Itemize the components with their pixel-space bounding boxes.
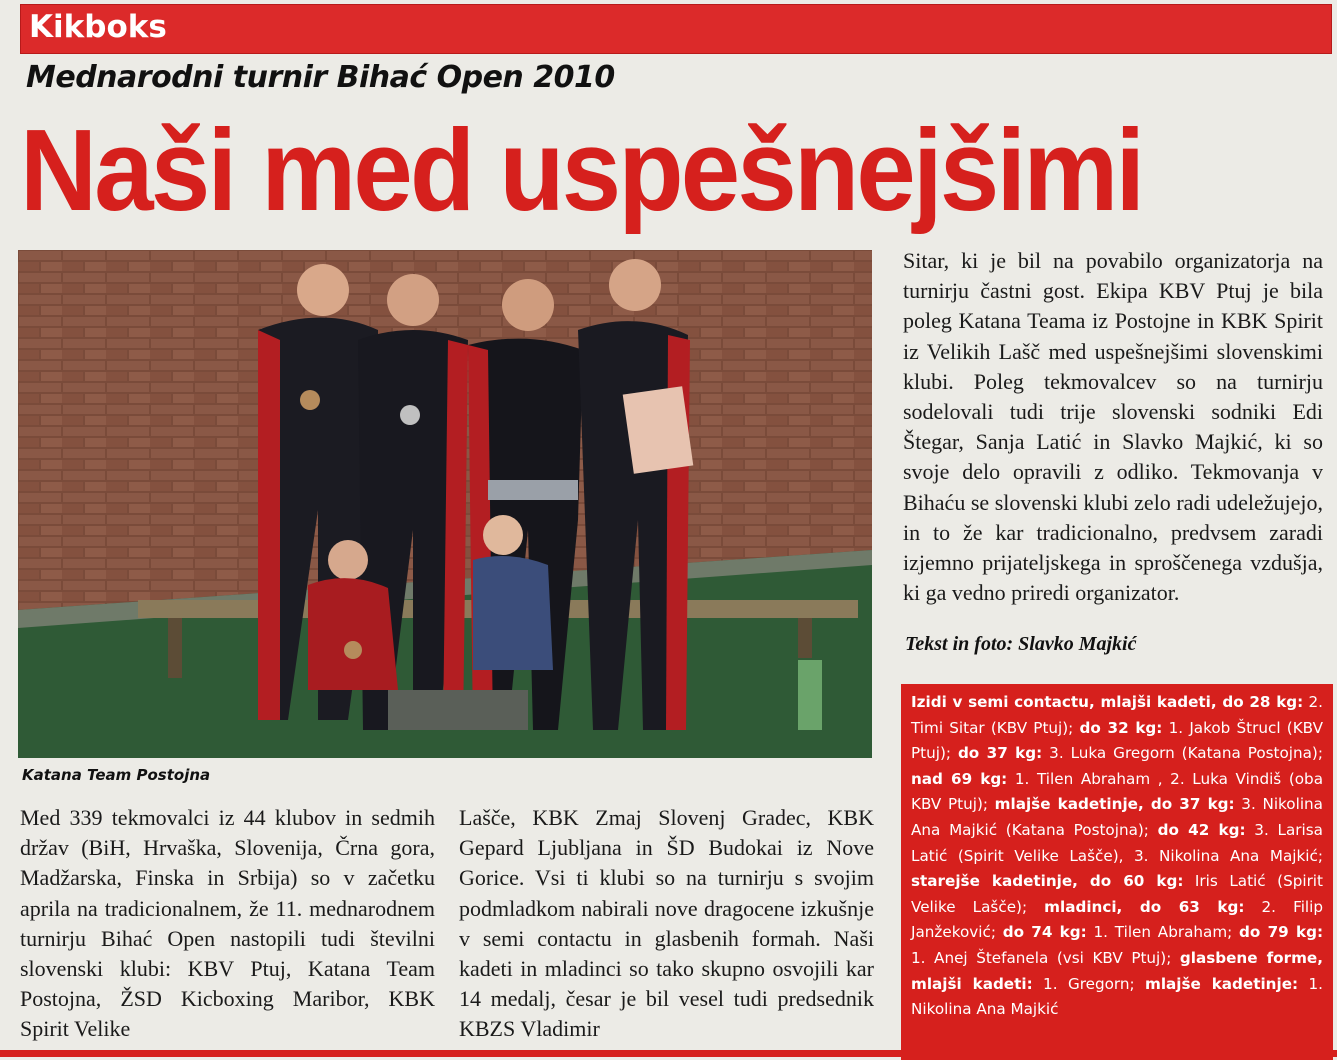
result-entry: 3. Luka Gregorn (Katana Postojna); (1042, 744, 1323, 763)
kicker-subtitle: Mednarodni turnir Bihać Open 2010 (26, 60, 615, 95)
result-entry: 1. Tilen Abraham , 2. Luka Vindiš (oba KBV Ptuj); (911, 769, 1324, 814)
result-entry: 3. Nikolina Ana Majkić (Katana Postojna); (911, 795, 1323, 839)
section-banner (20, 4, 1332, 54)
result-category: do 42 kg: (1157, 820, 1246, 839)
result-entry: 1. Anej Štefanela (vsi KBV Ptuj); (911, 948, 1180, 967)
page-header (0, 0, 1337, 58)
result-category: nad 69 kg: (911, 769, 1008, 788)
result-entry: 2. Timi Sitar (KBV Ptuj); (911, 693, 1324, 737)
article-column-1: Med 339 tekmovalci iz 44 klubov in sedmih držav (BiH, Hrvaška, Slovenija, Črna gora, Madžarska, Finska in Srbija) so v začetku aprila na tradicionalnem, že 11. mednarodnem turnirju Bihać Open nastopili tudi številni slovenski klubi: KBV Ptuj, Katana Team Postojna, ŽSD Kicboxing Maribor, KBK Spirit Velike (20, 805, 435, 1042)
bottom-rule (0, 1050, 1337, 1057)
result-entry: 1. Jakob Štrucl (KBV Ptuj); (911, 718, 1323, 763)
team-photo (18, 250, 872, 758)
result-category: do 79 kg: (1239, 923, 1324, 942)
results-box (901, 684, 1333, 1060)
result-category: do 37 kg: (957, 744, 1043, 763)
result-category: mlajše kadetinje: (1145, 974, 1299, 993)
result-entry: 1. Tilen Abraham; (1086, 923, 1240, 942)
result-category: Izidi v semi contactu, mlajši kadeti, do 28 kg: (911, 693, 1304, 711)
result-entry: 3. Larisa Latić (Spirit Velike Lašče), 3. Nikolina Ana Majkić; (911, 820, 1323, 865)
result-category: glasbene forme, mlajši kadeti: (911, 948, 1323, 993)
result-entry: 1. Gregorn; (1032, 974, 1146, 993)
photo-caption: Katana Team Postojna (22, 766, 211, 784)
result-entry: 2. Filip Janžeković; (911, 897, 1323, 942)
result-entry: 1. Nikolina Ana Majkić (911, 974, 1323, 1019)
result-entry: Iris Latić (Spirit Velike Lašče); (911, 872, 1323, 916)
result-category: do 32 kg: (1079, 718, 1163, 737)
result-category: mlajše kadetinje, do 37 kg: (994, 795, 1235, 814)
result-category: do 74 kg: (1002, 923, 1087, 942)
section-label: Kikboks (29, 9, 167, 45)
article-column-2: Lašče, KBK Zmaj Slovenj Gradec, KBK Gepard Ljubljana in ŠD Budokai iz Nove Gorice. Vsi ti klubi so na turnirju s svojim podmladkom nabirali nove dragocene izkušnje v semi contactu in glasbenih formah. Naši kadeti in mladinci so tako skupno osvojili kar 14 medalj, česar je bil vesel tudi predsednik KBZS Vladimir (459, 805, 874, 1042)
result-category: mladinci, do 63 kg: (1044, 897, 1245, 916)
article-headline: Naši med uspešnejšimi (20, 105, 1143, 235)
byline: Tekst in foto: Slavko Majkić (905, 633, 1137, 655)
article-column-3: Sitar, ki je bil na povabilo organizatorja na turnirju častni gost. Ekipa KBV Ptuj je bila poleg Katana Teama iz Postojne in KBK Spirit iz Velikih Lašč med uspešnejšimi slovenskimi klubi. Poleg tekmovalcev so na turnirju sodelovali tudi trije slovenski sodniki Edi Štegar, Sanja Latić in Slavko Majkić, ki so svoje delo opravili z odliko. Tekmovanja v Bihaću se slovenski klubi zelo radi udeležujejo, in to že kar tradicionalno, predvsem zaradi izjemno prijateljskega in sproščenega vzdušja, ki ga vedno priredi organizator. (903, 248, 1323, 606)
result-category: starejše kadetinje, do 60 kg: (911, 872, 1184, 891)
